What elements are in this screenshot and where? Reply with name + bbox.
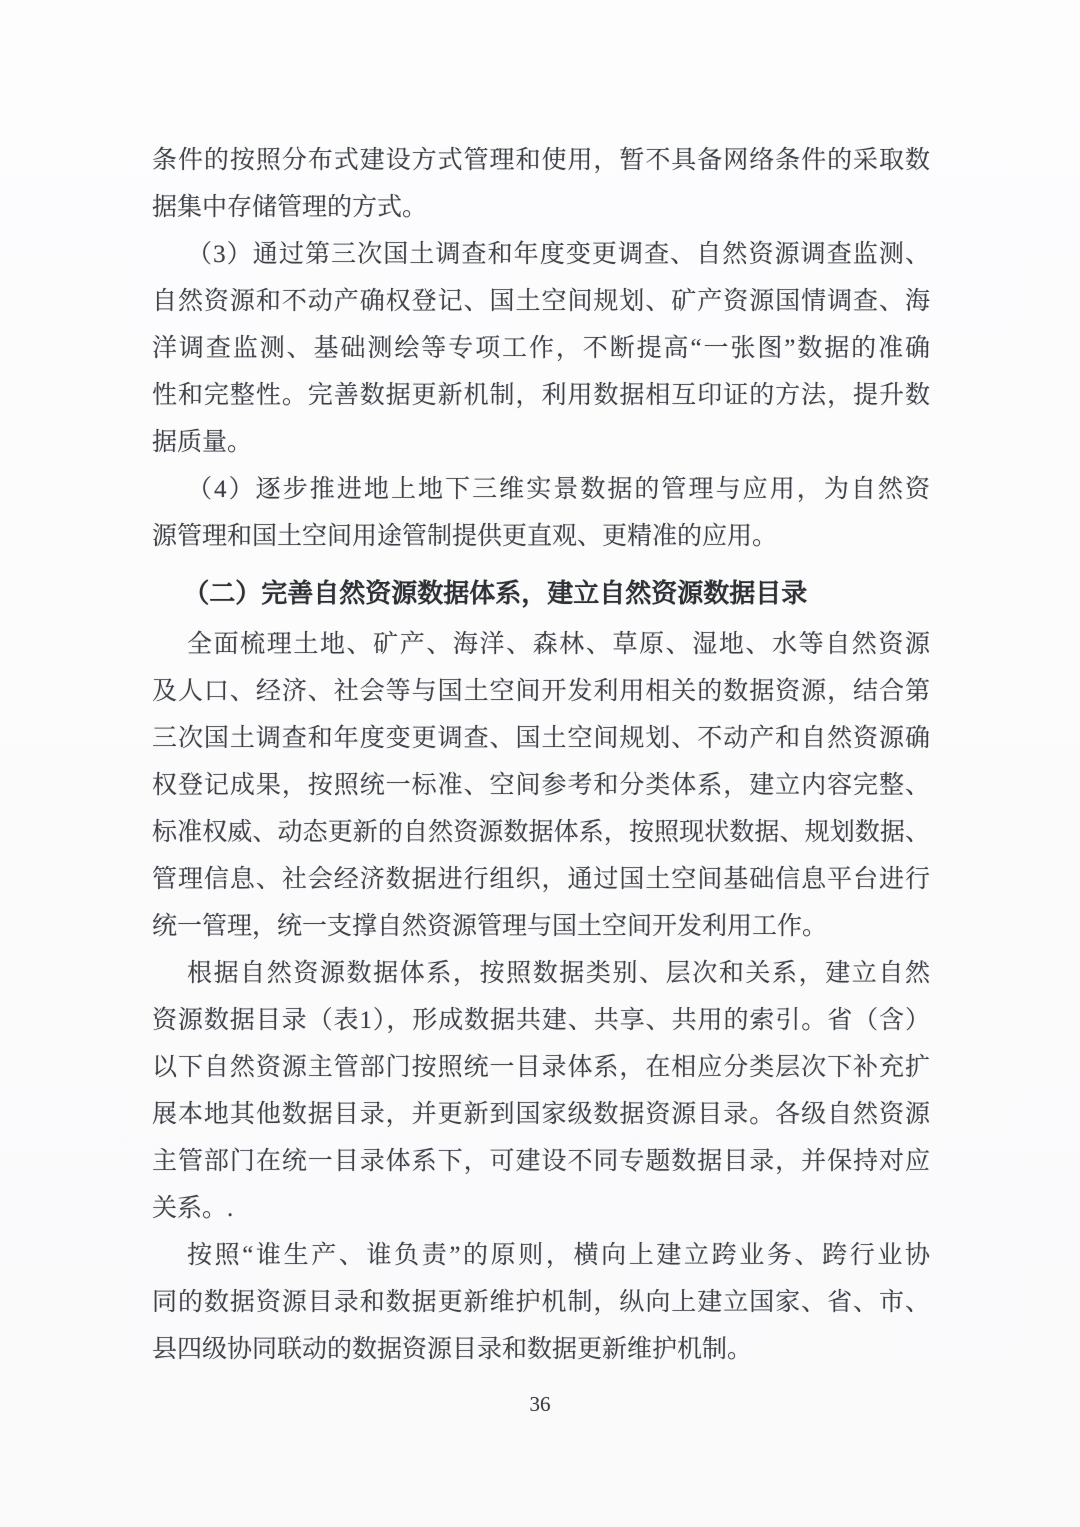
text-line: 及人口、经济、社会等与国土空间开发利用相关的数据资源，结合第: [152, 678, 930, 705]
page-number: 36: [529, 1392, 551, 1416]
text-line: 管理信息、社会经济数据进行组织，通过国土空间基础信息平台进行: [152, 866, 930, 893]
text-line: 标准权威、动态更新的自然资源数据体系，按照现状数据、规划数据、: [152, 819, 930, 846]
text-line: 据集中存储管理的方式。: [152, 194, 428, 221]
text-line: 资源数据目录（表1），形成数据共建、共享、共用的索引。省（含）: [152, 1007, 930, 1034]
text-line: （4）逐步推进地上地下三维实景数据的管理与应用，为自然资: [187, 476, 930, 503]
body-paragraph: [152, 466, 930, 560]
page-footer: [0, 1390, 1080, 1418]
text-line: 根据自然资源数据体系，按照数据类别、层次和关系，建立自然: [187, 960, 930, 987]
text-line: 主管部门在统一目录体系下，可建设不同专题数据目录，并保持对应: [152, 1148, 930, 1175]
text-line: 权登记成果，按照统一标准、空间参考和分类体系，建立内容完整、: [152, 772, 930, 799]
body-paragraph: [152, 231, 930, 466]
text-line: 同的数据资源目录和数据更新维护机制，纵向上建立国家、省、市、: [152, 1289, 930, 1316]
text-line: 统一管理，统一支撑自然资源管理与国土空间开发利用工作。: [152, 913, 828, 940]
text-line: （3）通过第三次国土调查和年度变更调查、自然资源调查监测、: [187, 241, 930, 268]
text-line: 按照“谁生产、谁负责”的原则，横向上建立跨业务、跨行业协: [187, 1242, 930, 1269]
body-paragraph: [152, 621, 930, 950]
text-line: 以下自然资源主管部门按照统一目录体系，在相应分类层次下补充扩: [152, 1054, 930, 1081]
text-line: 洋调查监测、基础测绘等专项工作，不断提高“一张图”数据的准确: [152, 335, 930, 362]
text-line: 条件的按照分布式建设方式管理和使用，暂不具备网络条件的采取数: [152, 147, 930, 174]
text-block: [152, 137, 930, 1373]
text-line: 自然资源和不动产确权登记、国土空间规划、矿产资源国情调查、海: [152, 288, 930, 315]
text-line: 源管理和国土空间用途管制提供更直观、更精准的应用。: [152, 523, 778, 550]
text-line: 三次国土调查和年度变更调查、国土空间规划、不动产和自然资源确: [152, 725, 930, 752]
text-line: 展本地其他数据目录，并更新到国家级数据资源目录。各级自然资源: [152, 1101, 930, 1128]
text-line: 性和完整性。完善数据更新机制，利用数据相互印证的方法，提升数: [152, 382, 930, 409]
text-line: 关系。.: [152, 1195, 234, 1222]
section-heading: （二）完善自然资源数据体系，建立自然资源数据目录: [183, 578, 808, 608]
text-line: 全面梳理土地、矿产、海洋、森林、草原、湿地、水等自然资源: [187, 631, 930, 658]
body-paragraph: [152, 950, 930, 1232]
body-paragraph: [152, 1232, 930, 1373]
text-line: 据质量。: [152, 429, 253, 456]
body-paragraph: [152, 137, 930, 231]
text-line: 县四级协同联动的数据资源目录和数据更新维护机制。: [152, 1336, 753, 1363]
